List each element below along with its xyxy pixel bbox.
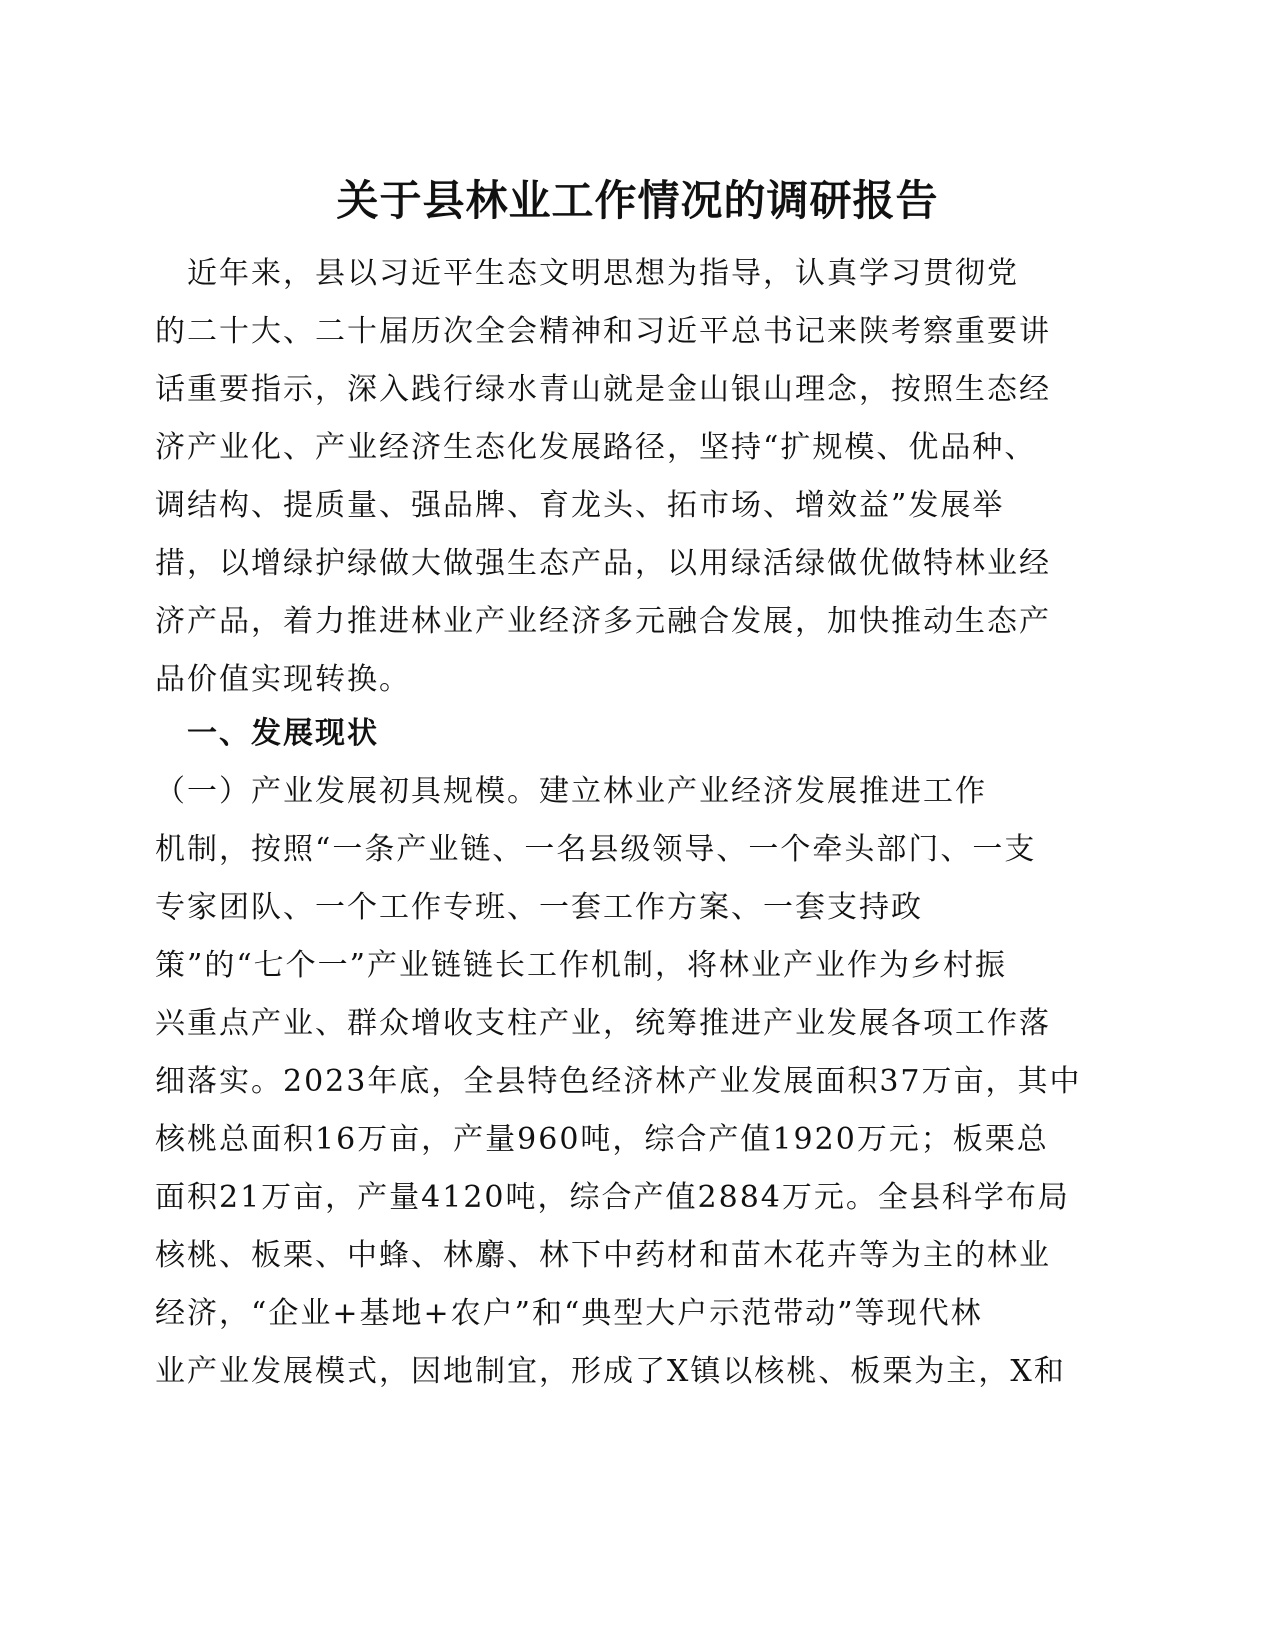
section-heading: 一、发展现状 [155,716,379,751]
paragraph-line: 业产业发展模式，因地制宜，形成了X镇以核桃、板栗为主，X和 [155,1354,1066,1389]
paragraph-line: 经济，“企业+基地+农户”和“典型大户示范带动”等现代林 [155,1296,983,1331]
paragraph-line: 调结构、提质量、强品牌、育龙头、拓市场、增效益”发展举 [155,488,1005,523]
paragraph-line: 济产品，着力推进林业产业经济多元融合发展，加快推动生态产 [155,604,1051,639]
paragraph-line: 专家团队、一个工作专班、一套工作方案、一套支持政 [155,890,923,925]
paragraph-line: 核桃总面积16万亩，产量960吨，综合产值1920万元；板栗总 [155,1122,1049,1157]
paragraph-line: 兴重点产业、群众增收支柱产业，统筹推进产业发展各项工作落 [155,1006,1051,1041]
paragraph-line: 面积21万亩，产量4120吨，综合产值2884万元。全县科学布局 [155,1180,1070,1215]
document-title: 关于县林业工作情况的调研报告 [336,176,939,225]
paragraph-line: 近年来，县以习近平生态文明思想为指导，认真学习贯彻党 [155,256,1019,291]
paragraph-line: （一）产业发展初具规模。建立林业产业经济发展推进工作 [155,774,987,809]
paragraph-line: 细落实。2023年底，全县特色经济林产业发展面积37万亩，其中 [155,1064,1082,1099]
paragraph-line: 话重要指示，深入践行绿水青山就是金山银山理念，按照生态经 [155,372,1051,407]
paragraph-line: 品价值实现转换。 [155,662,411,697]
paragraph-line: 的二十大、二十届历次全会精神和习近平总书记来陕考察重要讲 [155,314,1051,349]
paragraph-line: 济产业化、产业经济生态化发展路径，坚持“扩规模、优品种、 [155,430,1037,465]
paragraph-line: 机制，按照“一条产业链、一名县级领导、一个牵头部门、一支 [155,832,1037,867]
paragraph-line: 措，以增绿护绿做大做强生态产品，以用绿活绿做优做特林业经 [155,546,1051,581]
paragraph-line: 核桃、板栗、中蜂、林麝、林下中药材和苗木花卉等为主的林业 [155,1238,1051,1273]
paragraph-line: 策”的“七个一”产业链链长工作机制，将林业产业作为乡村振 [155,948,1008,983]
